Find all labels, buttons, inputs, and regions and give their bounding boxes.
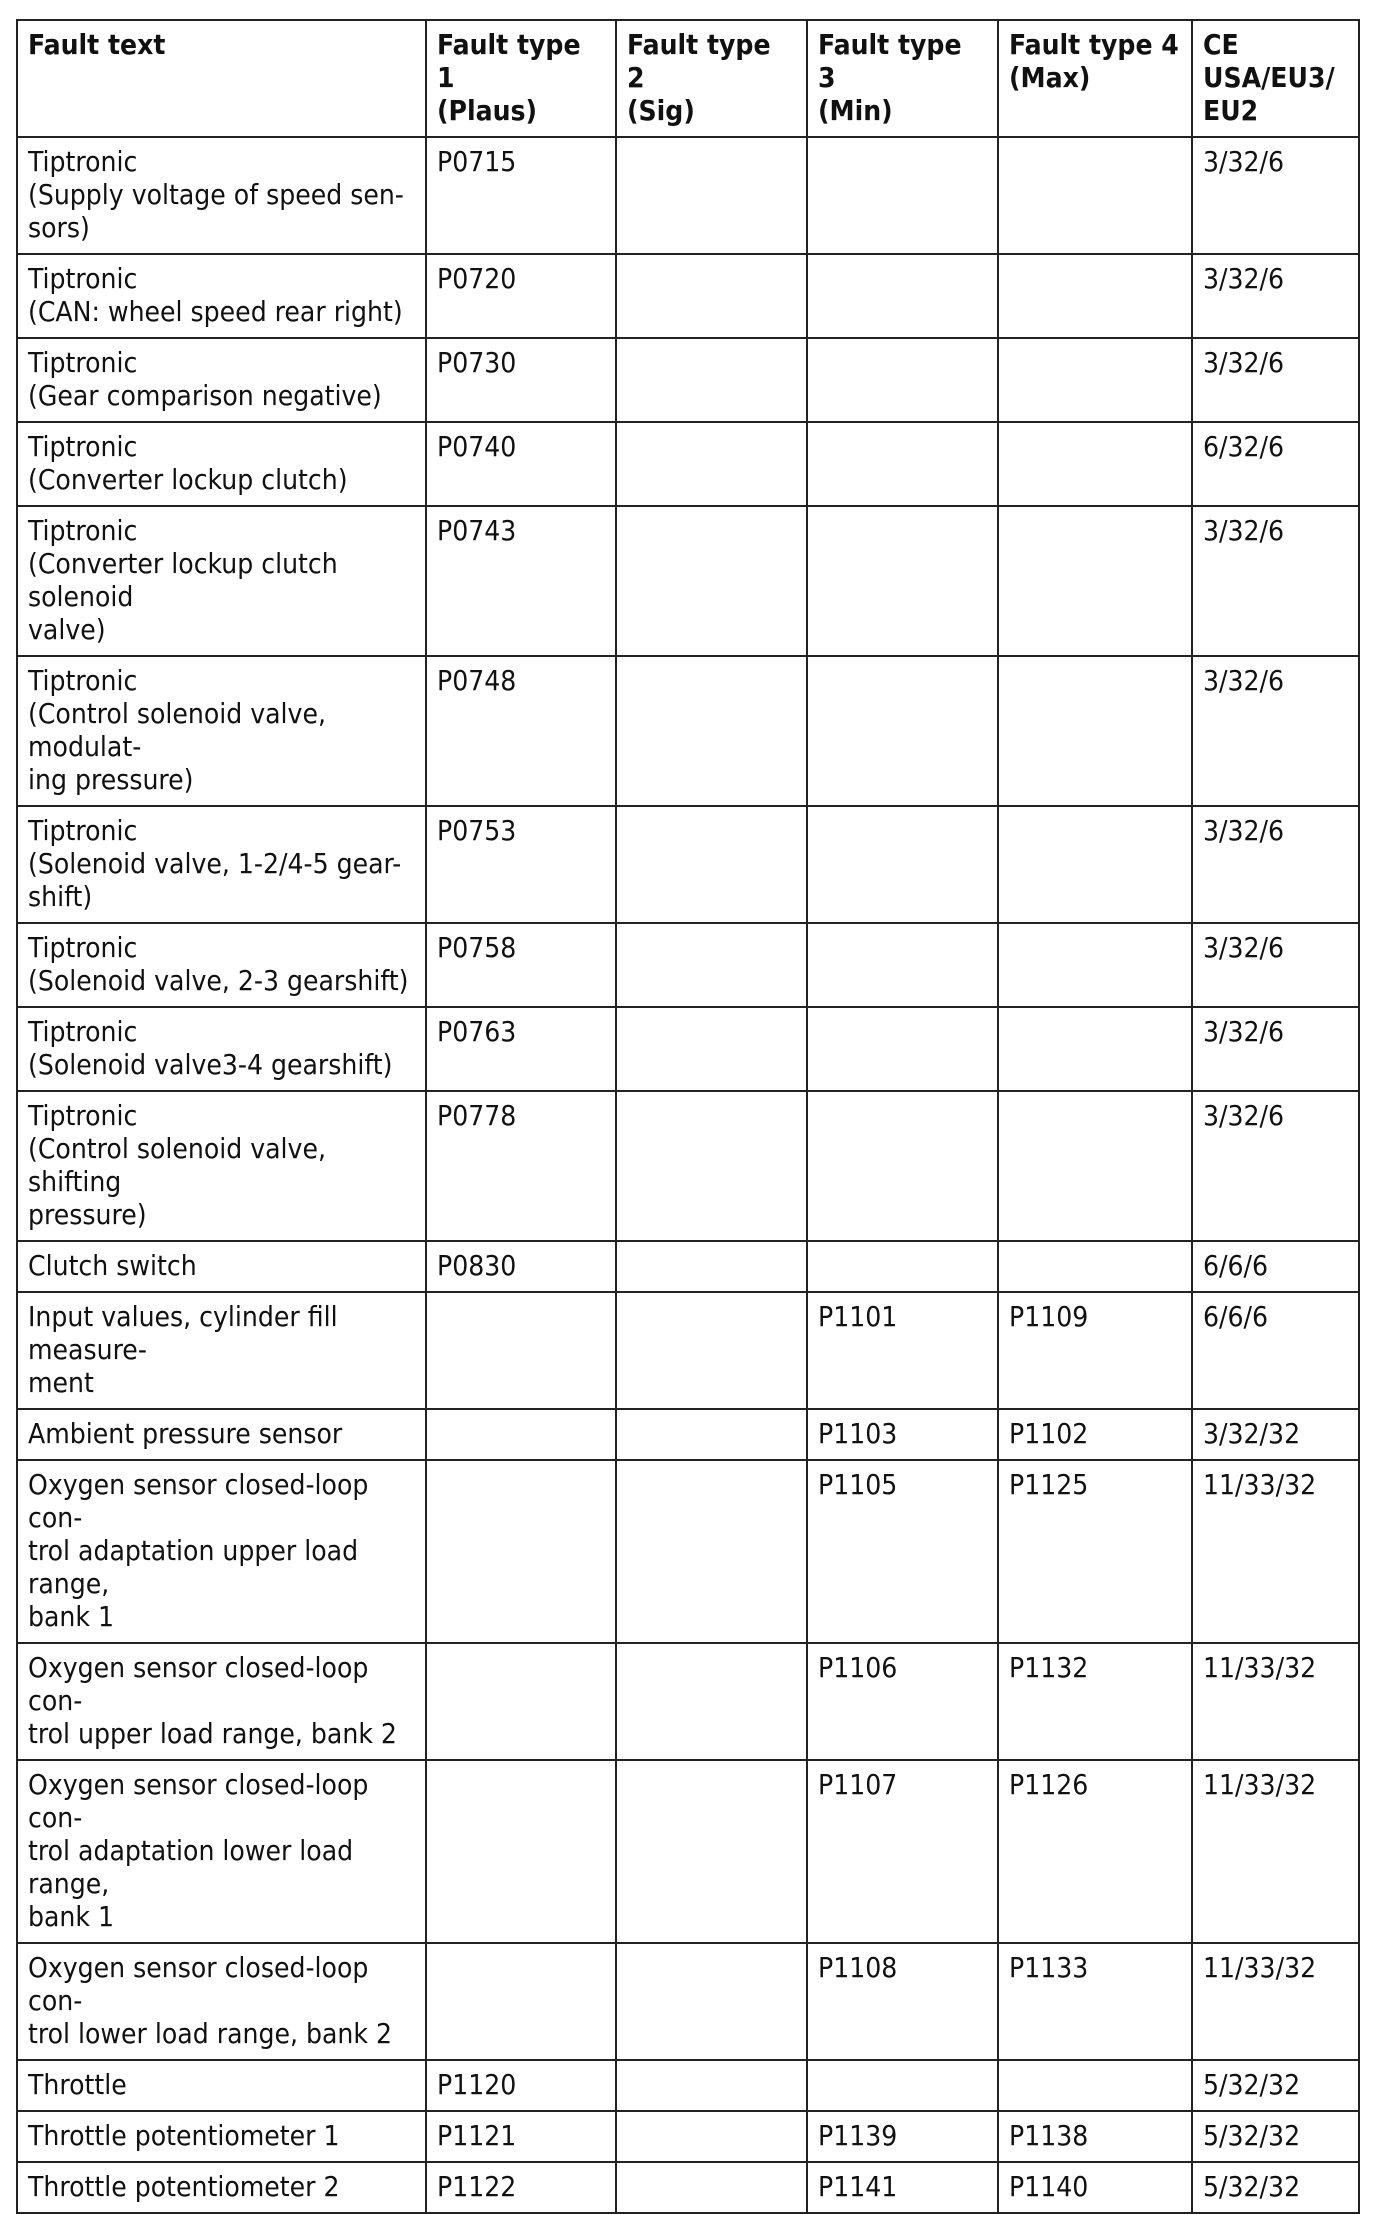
fault-type-2-cell: [616, 1460, 807, 1643]
fault-type-3-cell: [807, 338, 998, 422]
fault-type-1-cell: P1122: [426, 2162, 616, 2213]
fault-text-cell: Input values, cylinder fill measure- ment: [17, 1292, 426, 1409]
table-row: [17, 923, 1359, 1007]
ce-cell: 3/32/6: [1192, 1091, 1359, 1241]
fault-type-1-cell: [426, 1760, 616, 1943]
fault-type-3-cell: [807, 137, 998, 254]
ce-cell: 11/33/32: [1192, 1643, 1359, 1760]
table-row: [17, 1760, 1359, 1943]
fault-type-1-cell: P0748: [426, 656, 616, 806]
fault-type-2-cell: [616, 254, 807, 338]
table-row: [17, 2162, 1359, 2213]
fault-type-3-cell: P1108: [807, 1943, 998, 2060]
fault-text-cell: Tiptronic (Solenoid valve3-4 gearshift): [17, 1007, 426, 1091]
fault-text-cell: Tiptronic (Control solenoid valve, modulat- ing pressure): [17, 656, 426, 806]
fault-type-3-cell: P1101: [807, 1292, 998, 1409]
fault-text-cell: Throttle: [17, 2060, 426, 2111]
fault-type-1-cell: P0778: [426, 1091, 616, 1241]
ce-cell: 11/33/32: [1192, 1943, 1359, 2060]
fault-type-2-cell: [616, 1943, 807, 2060]
fault-type-3-cell: [807, 923, 998, 1007]
fault-text-cell: Tiptronic (Solenoid valve, 2-3 gearshift): [17, 923, 426, 1007]
fault-type-4-cell: P1140: [998, 2162, 1192, 2213]
fault-type-2-cell: [616, 137, 807, 254]
ce-cell: 11/33/32: [1192, 1760, 1359, 1943]
fault-text-cell: Ambient pressure sensor: [17, 1409, 426, 1460]
fault-type-3-cell: P1103: [807, 1409, 998, 1460]
table-body: [17, 137, 1359, 2213]
fault-type-2-cell: [616, 338, 807, 422]
fault-type-2-cell: [616, 2060, 807, 2111]
header-row: [17, 20, 1359, 137]
fault-type-1-cell: P0720: [426, 254, 616, 338]
fault-type-3-cell: P1105: [807, 1460, 998, 1643]
fault-type-4-cell: [998, 1241, 1192, 1292]
fault-text-cell: Clutch switch: [17, 1241, 426, 1292]
table-row: [17, 137, 1359, 254]
fault-type-2-cell: [616, 1007, 807, 1091]
fault-type-1-cell: P0763: [426, 1007, 616, 1091]
table-row: [17, 506, 1359, 656]
fault-type-3-cell: [807, 1007, 998, 1091]
fault-type-2-cell: [616, 656, 807, 806]
fault-text-cell: Oxygen sensor closed-loop con- trol adaptation lower load range, bank 1: [17, 1760, 426, 1943]
fault-type-4-cell: [998, 338, 1192, 422]
ce-cell: 3/32/6: [1192, 338, 1359, 422]
fault-type-4-cell: [998, 1091, 1192, 1241]
fault-type-1-cell: P0743: [426, 506, 616, 656]
fault-type-1-cell: P1121: [426, 2111, 616, 2162]
ce-cell: 5/32/32: [1192, 2111, 1359, 2162]
table-row: [17, 1292, 1359, 1409]
fault-type-1-cell: [426, 1943, 616, 2060]
fault-type-3-cell: P1106: [807, 1643, 998, 1760]
ce-cell: 6/6/6: [1192, 1292, 1359, 1409]
fault-type-4-cell: P1132: [998, 1643, 1192, 1760]
fault-type-3-cell: P1107: [807, 1760, 998, 1943]
fault-type-2-cell: [616, 806, 807, 923]
ce-cell: 3/32/6: [1192, 506, 1359, 656]
fault-text-cell: Oxygen sensor closed-loop con- trol lower load range, bank 2: [17, 1943, 426, 2060]
fault-type-4-cell: [998, 1007, 1192, 1091]
fault-type-4-cell: P1109: [998, 1292, 1192, 1409]
fault-text-cell: Tiptronic (Solenoid valve, 1-2/4-5 gear- shift): [17, 806, 426, 923]
fault-type-1-cell: P0715: [426, 137, 616, 254]
ce-cell: 5/32/32: [1192, 2060, 1359, 2111]
fault-type-4-cell: P1138: [998, 2111, 1192, 2162]
header-ce: CE USA/EU3/ EU2: [1192, 20, 1359, 137]
fault-text-cell: Tiptronic (Gear comparison negative): [17, 338, 426, 422]
fault-type-3-cell: [807, 656, 998, 806]
fault-text-cell: Throttle potentiometer 2: [17, 2162, 426, 2213]
header-fault-type-4: Fault type 4 (Max): [998, 20, 1192, 137]
table-row: [17, 2111, 1359, 2162]
fault-text-cell: Tiptronic (Converter lockup clutch solenoid valve): [17, 506, 426, 656]
header-fault-type-2: Fault type 2 (Sig): [616, 20, 807, 137]
header-fault-type-3: Fault type 3 (Min): [807, 20, 998, 137]
table-row: [17, 656, 1359, 806]
fault-type-4-cell: [998, 2060, 1192, 2111]
fault-type-1-cell: [426, 1460, 616, 1643]
fault-type-4-cell: [998, 422, 1192, 506]
table-row: [17, 1643, 1359, 1760]
ce-cell: 11/33/32: [1192, 1460, 1359, 1643]
fault-type-4-cell: [998, 923, 1192, 1007]
fault-text-cell: Tiptronic (Supply voltage of speed sen- sors): [17, 137, 426, 254]
fault-text-cell: Tiptronic (CAN: wheel speed rear right): [17, 254, 426, 338]
fault-type-1-cell: [426, 1292, 616, 1409]
fault-type-1-cell: P0830: [426, 1241, 616, 1292]
ce-cell: 3/32/6: [1192, 656, 1359, 806]
fault-type-2-cell: [616, 1643, 807, 1760]
fault-type-2-cell: [616, 2111, 807, 2162]
header-fault-type-1: Fault type 1 (Plaus): [426, 20, 616, 137]
ce-cell: 6/6/6: [1192, 1241, 1359, 1292]
fault-text-cell: Throttle potentiometer 1: [17, 2111, 426, 2162]
ce-cell: 3/32/6: [1192, 1007, 1359, 1091]
fault-type-3-cell: [807, 254, 998, 338]
fault-type-2-cell: [616, 1409, 807, 1460]
ce-cell: 3/32/32: [1192, 1409, 1359, 1460]
fault-text-cell: Tiptronic (Converter lockup clutch): [17, 422, 426, 506]
table-row: [17, 1460, 1359, 1643]
fault-code-table: [16, 19, 1360, 2214]
fault-type-1-cell: P0730: [426, 338, 616, 422]
ce-cell: 6/32/6: [1192, 422, 1359, 506]
fault-type-2-cell: [616, 506, 807, 656]
fault-type-4-cell: [998, 806, 1192, 923]
fault-type-2-cell: [616, 1292, 807, 1409]
fault-type-1-cell: P0740: [426, 422, 616, 506]
fault-type-4-cell: P1126: [998, 1760, 1192, 1943]
fault-type-2-cell: [616, 923, 807, 1007]
fault-type-1-cell: P0758: [426, 923, 616, 1007]
table-row: [17, 2060, 1359, 2111]
fault-type-3-cell: [807, 1241, 998, 1292]
table-row: [17, 806, 1359, 923]
fault-type-2-cell: [616, 2162, 807, 2213]
fault-type-3-cell: [807, 806, 998, 923]
fault-type-4-cell: [998, 137, 1192, 254]
header-fault-text: Fault text: [17, 20, 426, 137]
fault-type-2-cell: [616, 1760, 807, 1943]
ce-cell: 3/32/6: [1192, 923, 1359, 1007]
fault-type-1-cell: P1120: [426, 2060, 616, 2111]
fault-type-4-cell: [998, 254, 1192, 338]
fault-text-cell: Tiptronic (Control solenoid valve, shifting pressure): [17, 1091, 426, 1241]
fault-type-4-cell: [998, 506, 1192, 656]
fault-text-cell: Oxygen sensor closed-loop con- trol adaptation upper load range, bank 1: [17, 1460, 426, 1643]
fault-type-4-cell: P1102: [998, 1409, 1192, 1460]
ce-cell: 3/32/6: [1192, 254, 1359, 338]
table-row: [17, 422, 1359, 506]
fault-type-4-cell: P1125: [998, 1460, 1192, 1643]
fault-type-1-cell: P0753: [426, 806, 616, 923]
table-row: [17, 1241, 1359, 1292]
fault-type-3-cell: [807, 2060, 998, 2111]
fault-type-1-cell: [426, 1409, 616, 1460]
fault-type-4-cell: P1133: [998, 1943, 1192, 2060]
ce-cell: 3/32/6: [1192, 137, 1359, 254]
table-row: [17, 1091, 1359, 1241]
fault-type-3-cell: [807, 422, 998, 506]
ce-cell: 3/32/6: [1192, 806, 1359, 923]
ce-cell: 5/32/32: [1192, 2162, 1359, 2213]
fault-type-3-cell: P1139: [807, 2111, 998, 2162]
table-row: [17, 254, 1359, 338]
table-row: [17, 1409, 1359, 1460]
fault-type-2-cell: [616, 422, 807, 506]
fault-type-3-cell: P1141: [807, 2162, 998, 2213]
fault-type-2-cell: [616, 1241, 807, 1292]
fault-type-2-cell: [616, 1091, 807, 1241]
fault-type-4-cell: [998, 656, 1192, 806]
fault-type-3-cell: [807, 506, 998, 656]
fault-type-1-cell: [426, 1643, 616, 1760]
fault-text-cell: Oxygen sensor closed-loop con- trol upper load range, bank 2: [17, 1643, 426, 1760]
table-row: [17, 1943, 1359, 2060]
table-row: [17, 1007, 1359, 1091]
fault-type-3-cell: [807, 1091, 998, 1241]
table-row: [17, 338, 1359, 422]
